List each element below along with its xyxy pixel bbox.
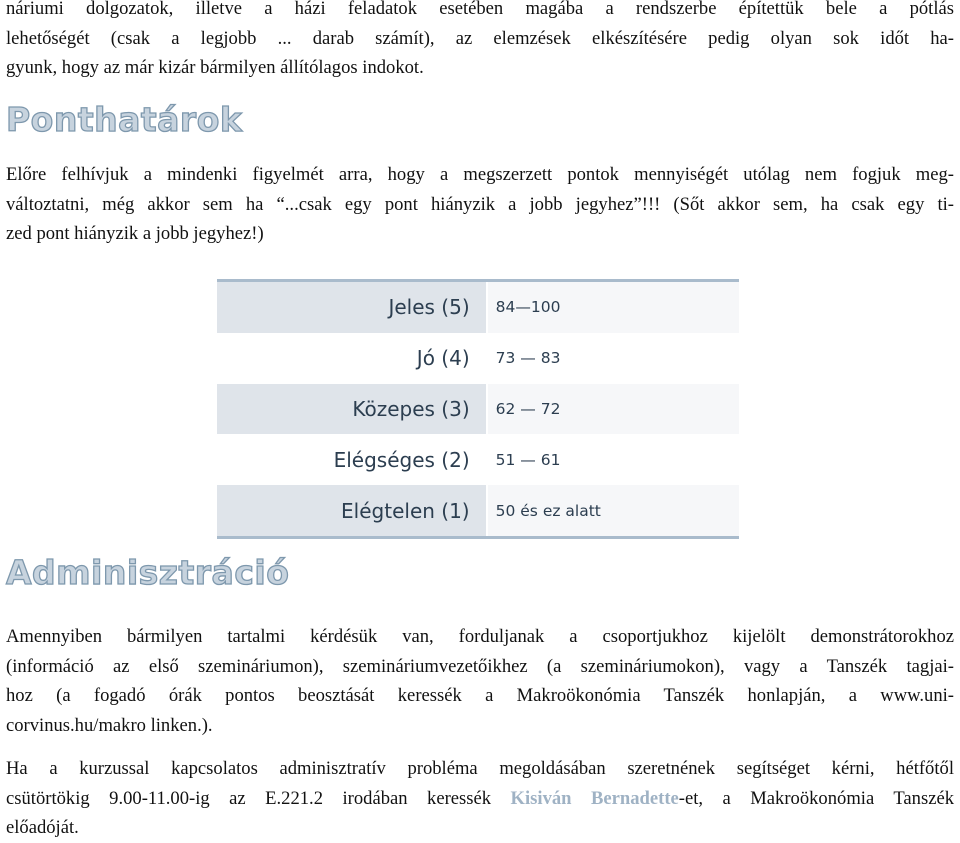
table-row: [217, 485, 739, 537]
ponthatarok-paragraph: [6, 160, 954, 249]
table-row: [217, 384, 739, 435]
section-heading-adminisztracio: Adminisztráció: [6, 553, 290, 592]
text-line: [6, 784, 954, 814]
adminisztracio-paragraph-2: [6, 754, 954, 843]
table-row: [217, 434, 739, 485]
grade-label: Közepes (3): [217, 384, 487, 435]
intro-paragraph: [6, 0, 954, 83]
text-line: előadóját.: [6, 817, 79, 838]
text-line: (információ az első szemináriumon), szemináriumvezetőikhez (a szemináriumokon), vagy a Tanszék tagjai-: [6, 655, 954, 677]
text-line: Előre felhívjuk a mindenki figyelmét arra, hogy a megszerzett pontok mennyiségét utólag nem fogjuk meg-: [6, 164, 954, 185]
section-heading-ponthatarok: Ponthatárok: [6, 100, 243, 139]
text-line: náriumi dolgozatok, illetve a házi feladatok esetében magába a rendszerbe építettük bele a pótlás: [6, 0, 954, 19]
text-fragment: -et, a Makroökonómia Tanszék: [678, 787, 955, 809]
table-row: [217, 333, 739, 384]
text-line: hoz (a fogadó órák pontos beosztását keressék a Makroökonómia Tanszék honlapján, a www.uni-: [6, 685, 954, 706]
text-line: lehetőségét (csak a legjobb ... darab számít), az elemzések elkészítésére pedig olyan sok időt ha-: [6, 27, 954, 49]
grade-label: Jó (4): [217, 333, 487, 384]
point-range: 51 — 61: [487, 434, 739, 485]
text-line: Ha a kurzussal kapcsolatos adminisztratív probléma megoldásában szeretnének segítséget kérni, hétfőtől: [6, 758, 954, 779]
text-line: Amennyiben bármilyen tartalmi kérdésük van, forduljanak a csoportjukhoz kijelölt demonstrátorokhoz: [6, 626, 954, 647]
point-range: 73 — 83: [487, 333, 739, 384]
adminisztracio-paragraph-1: [6, 622, 954, 740]
table-row: [217, 281, 739, 333]
text-line: corvinus.hu/makro linken.).: [6, 714, 213, 736]
point-range: 84—100: [487, 281, 739, 333]
grade-label: Elégtelen (1): [217, 485, 487, 537]
contact-person-name: Kisiván Bernadette: [510, 787, 679, 809]
text-fragment: csütörtökig 9.00-11.00-ig az E.221.2 irodában keressék: [6, 787, 511, 809]
point-range: 50 és ez alatt: [487, 485, 739, 537]
text-line: gyunk, hogy az már kizár bármilyen állítólagos indokot.: [6, 57, 424, 78]
text-line: zed pont hiányzik a jobb jegyhez!): [6, 223, 264, 244]
grade-label: Elégséges (2): [217, 434, 487, 485]
grade-label: Jeles (5): [217, 281, 487, 333]
point-range: 62 — 72: [487, 384, 739, 435]
grade-threshold-table: [217, 279, 739, 539]
text-line: változtatni, még akkor sem ha “...csak egy pont hiányzik a jobb jegyhez”!!! (Sőt akkor sem, ha csak egy ti-: [6, 193, 954, 215]
